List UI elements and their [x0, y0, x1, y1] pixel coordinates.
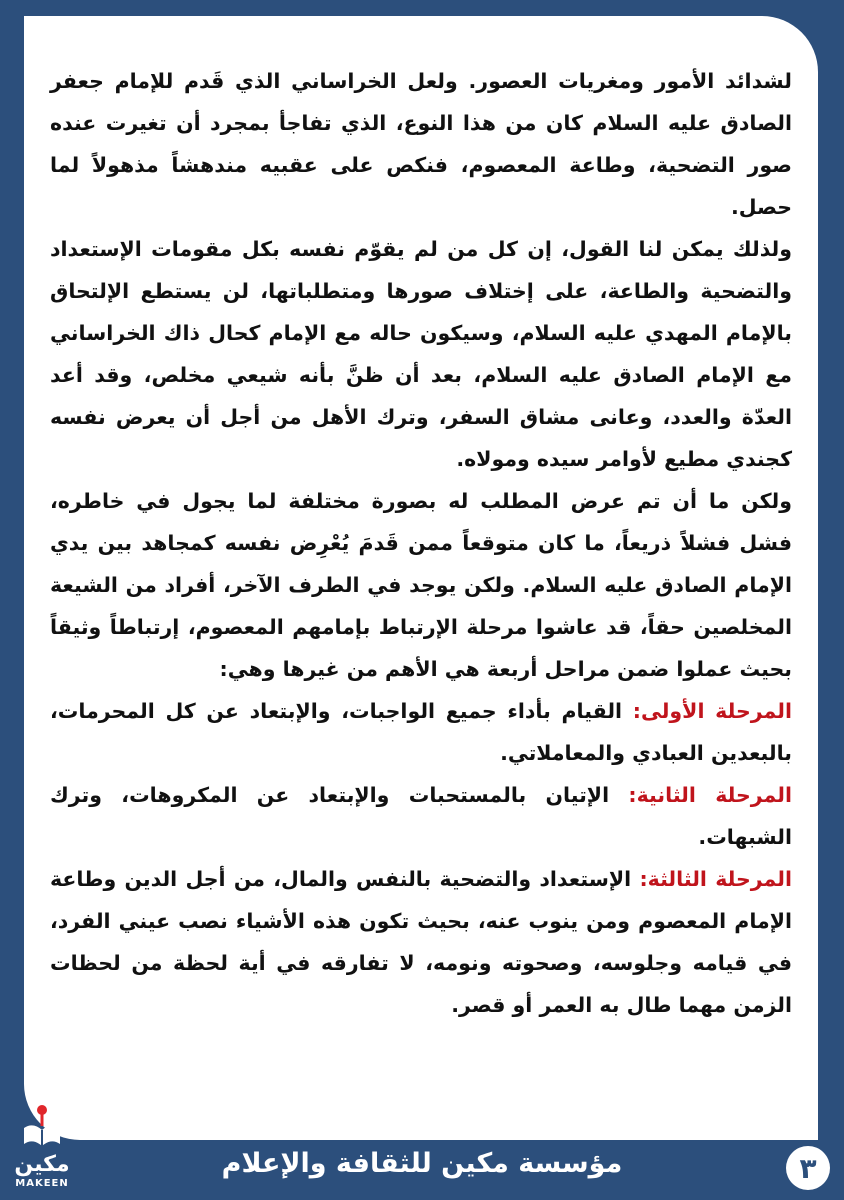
book-icon	[22, 1104, 62, 1150]
stage-3-label: المرحلة الثالثة:	[639, 867, 792, 891]
stage-2-label: المرحلة الثانية:	[628, 783, 793, 807]
stage-2-text: الإتيان بالمستحبات والإبتعاد عن المكروهات، وترك الشبهات.	[50, 783, 792, 849]
page-number: ٣	[786, 1146, 830, 1190]
page-card	[24, 16, 818, 1140]
stage-3-text: الإستعداد والتضحية بالنفس والمال، من أجل الدين وطاعة الإمام المعصوم ومن ينوب عنه، بحيث تكون هذه الأشياء نصب عيني الفرد، في قيامه وجلوسه، وصحوته ونومه، لا تفارقه في أية لحظة من لحظات الزمن مهما طال به العمر أو قصر.	[50, 867, 792, 1017]
paragraph-1: لشدائد الأمور ومغريات العصور. ولعل الخراساني الذي قَدم للإمام جعفر الصادق عليه السلام كان من هذا النوع، الذي تفاجأ بمجرد أن تغيرت عنده صور التضحية، وطاعة المعصوم، فنكص على عقبيه مندهشاً مذهولاً لما حصل.	[50, 69, 792, 219]
stage-3	[50, 858, 792, 1026]
logo-arabic-text: مكين	[14, 1152, 70, 1177]
stage-2	[50, 774, 792, 858]
logo-english-text: MAKEEN	[15, 1178, 69, 1189]
makeen-logo	[10, 1104, 74, 1196]
article-body	[50, 60, 792, 1026]
stage-1	[50, 690, 792, 774]
paragraph-3: ولكن ما أن تم عرض المطلب له بصورة مختلفة لما يجول في خاطره، فشل فشلاً ذريعاً، ما كان متوقعاً ممن قَدمَ يُعْرِض نفسه كمجاهد بين يدي الإمام الصادق عليه السلام. ولكن يوجد في الطرف الآخر، أفراد من الشيعة المخلصين حقاً، قد عاشوا مرحلة الإرتباط بإمامهم المعصوم، إرتباطاً وثيقاً بحيث عملوا ضمن مراحل أربعة هي الأهم من غيرها وهي:	[50, 489, 792, 681]
publisher-name: مؤسسة مكين للثقافة والإعلام	[221, 1148, 623, 1179]
paragraph-2: ولذلك يمكن لنا القول، إن كل من لم يقوّم نفسه بكل مقومات الإستعداد والتضحية والطاعة، على إختلاف صورها ومتطلباتها، لن يستطع الإلتحاق بالإمام المهدي عليه السلام، وسيكون حاله مع الإمام كحال ذاك الخراساني مع الإمام الصادق عليه السلام، بعد أن ظنَّ بأنه شيعي مخلص، وقد أعد العدّة والعدد، وعانى مشاق السفر، وترك الأهل من أجل أن يعرض نفسه كجندي مطيع لأوامر سيده ومولاه.	[50, 237, 792, 471]
stage-1-label: المرحلة الأولى:	[632, 699, 792, 723]
footer-bar	[0, 1140, 844, 1200]
stage-1-text: القيام بأداء جميع الواجبات، والإبتعاد عن كل المحرمات، بالبعدين العبادي والمعاملاتي.	[50, 699, 792, 765]
